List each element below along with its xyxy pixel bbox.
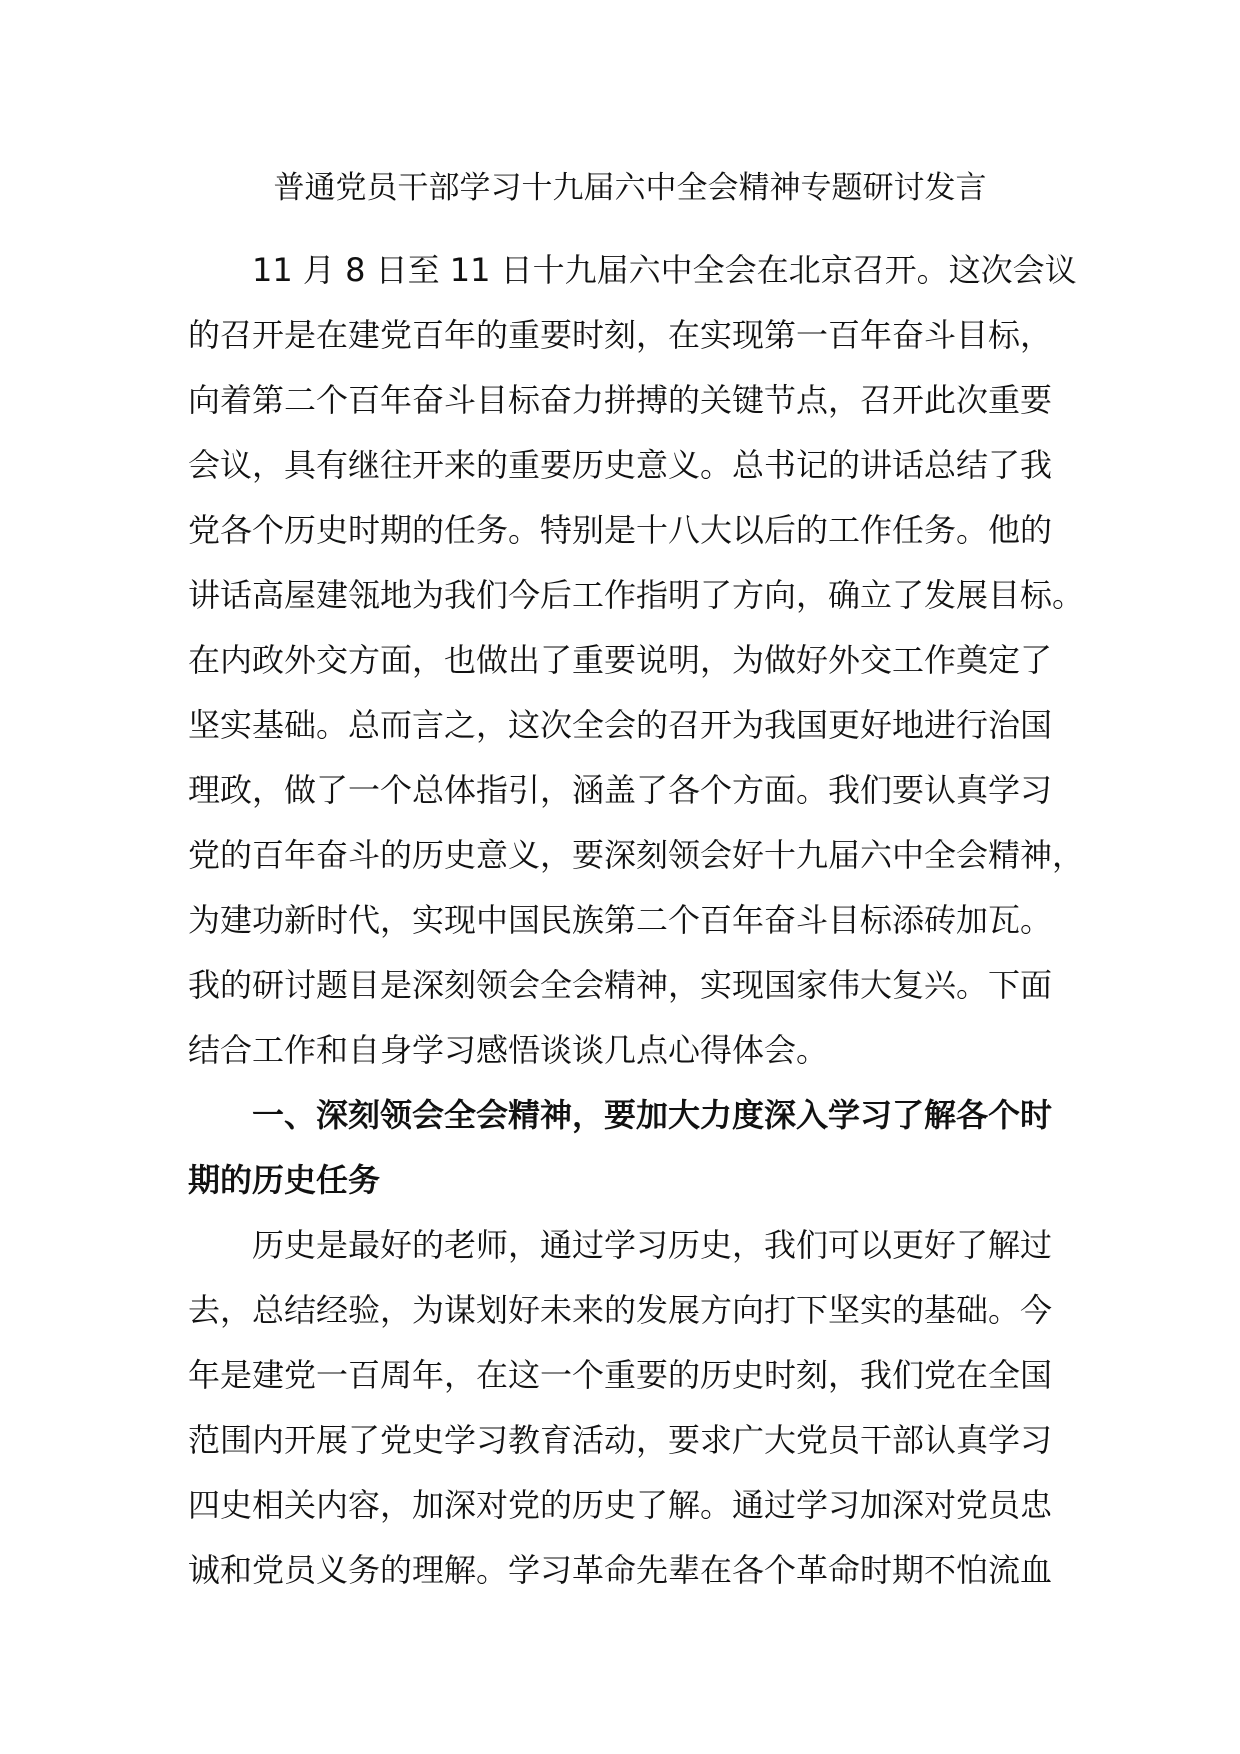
paragraph-line: 范围内开展了党史学习教育活动，要求广大党员干部认真学习 xyxy=(188,1421,1053,1459)
paragraph-line: 诚和党员义务的理解。学习革命先辈在各个革命时期不怕流血 xyxy=(188,1551,1053,1589)
paragraph-line: 党的百年奋斗的历史意义，要深刻领会好十九届六中全会精神， xyxy=(188,836,1085,874)
paragraph-line: 四史相关内容，加深对党的历史了解。通过学习加深对党员忠 xyxy=(188,1486,1053,1524)
section-heading-line: 期的历史任务 xyxy=(188,1161,381,1199)
paragraph-line: 讲话高屋建瓴地为我们今后工作指明了方向，确立了发展目标。 xyxy=(188,576,1085,614)
paragraph-line: 的召开是在建党百年的重要时刻，在实现第一百年奋斗目标， xyxy=(188,316,1053,354)
paragraph-line: 理政，做了一个总体指引，涵盖了各个方面。我们要认真学习 xyxy=(188,771,1053,809)
paragraph-line: 我的研讨题目是深刻领会全会精神，实现国家伟大复兴。下面 xyxy=(188,966,1053,1004)
section-heading-line: 一、深刻领会全会精神，要加大力度深入学习了解各个时 xyxy=(252,1096,1053,1134)
paragraph-line: 年是建党一百周年，在这一个重要的历史时刻，我们党在全国 xyxy=(188,1356,1053,1394)
paragraph-line: 会议，具有继往开来的重要历史意义。总书记的讲话总结了我 xyxy=(188,446,1053,484)
paragraph-line: 结合工作和自身学习感悟谈谈几点心得体会。 xyxy=(188,1031,829,1069)
paragraph-line: 为建功新时代，实现中国民族第二个百年奋斗目标添砖加瓦。 xyxy=(188,901,1053,939)
document-body xyxy=(188,238,1088,1603)
paragraph-line: 去，总结经验，为谋划好未来的发展方向打下坚实的基础。今 xyxy=(188,1291,1053,1329)
paragraph-line: 向着第二个百年奋斗目标奋力拼搏的关键节点，召开此次重要 xyxy=(188,381,1053,419)
paragraph-line: 11 月 8 日至 11 日十九届六中全会在北京召开。这次会议 xyxy=(252,251,1077,289)
paragraph-line: 历史是最好的老师，通过学习历史，我们可以更好了解过 xyxy=(252,1226,1053,1264)
paragraph-line: 坚实基础。总而言之，这次全会的召开为我国更好地进行治国 xyxy=(188,706,1053,744)
paragraph-line: 在内政外交方面，也做出了重要说明，为做好外交工作奠定了 xyxy=(188,641,1053,679)
document-title: 普通党员干部学习十九届六中全会精神专题研讨发言 xyxy=(273,170,987,206)
paragraph-line: 党各个历史时期的任务。特别是十八大以后的工作任务。他的 xyxy=(188,511,1053,549)
